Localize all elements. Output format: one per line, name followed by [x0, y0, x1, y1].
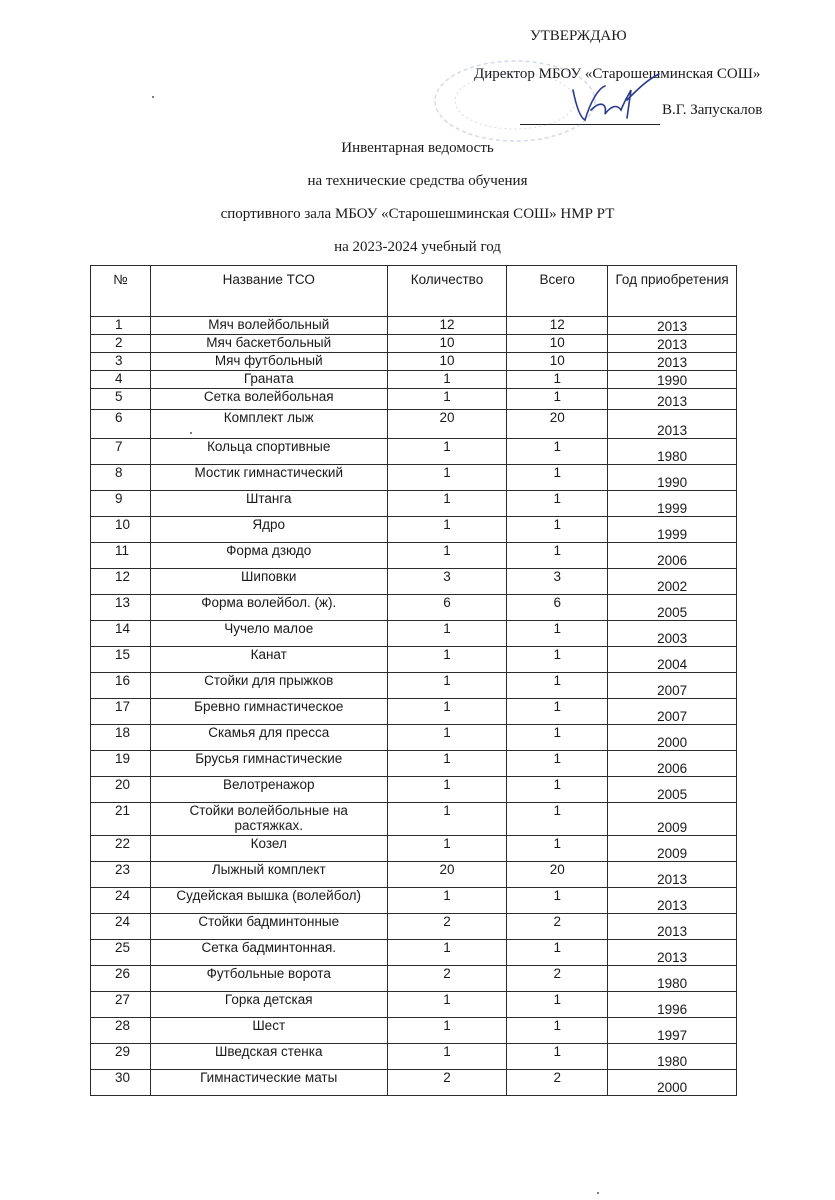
row-number: 26: [91, 966, 151, 992]
item-total: 1: [507, 888, 608, 914]
item-name: Велотренажор: [150, 777, 387, 803]
item-year: 2013: [608, 888, 737, 914]
item-total: 1: [507, 699, 608, 725]
item-quantity: 6: [387, 595, 507, 621]
table-row: [91, 914, 737, 940]
item-year: 2013: [608, 317, 737, 335]
item-quantity: 1: [387, 725, 507, 751]
item-quantity: 1: [387, 836, 507, 862]
item-quantity: 1: [387, 491, 507, 517]
table-row: [91, 777, 737, 803]
item-name: Форма волейбол. (ж).: [150, 595, 387, 621]
table-row: [91, 439, 737, 465]
item-name: Шведская стенка: [150, 1044, 387, 1070]
row-number: 21: [91, 803, 151, 836]
item-name: Козел: [150, 836, 387, 862]
inventory-table: [90, 265, 737, 1096]
item-total: 2: [507, 914, 608, 940]
item-quantity: 1: [387, 1018, 507, 1044]
item-quantity: 1: [387, 803, 507, 836]
item-name: Сетка волейбольная: [150, 389, 387, 410]
item-name: Гимнастические маты: [150, 1070, 387, 1096]
item-quantity: 3: [387, 569, 507, 595]
table-row: [91, 595, 737, 621]
item-total: 10: [507, 335, 608, 353]
item-year: 1980: [608, 966, 737, 992]
item-year: 1990: [608, 371, 737, 389]
item-total: 1: [507, 647, 608, 673]
row-number: 1: [91, 317, 151, 335]
table-row: [91, 725, 737, 751]
row-number: 22: [91, 836, 151, 862]
row-number: 28: [91, 1018, 151, 1044]
row-number: 10: [91, 517, 151, 543]
table-row: [91, 836, 737, 862]
item-year: 2006: [608, 751, 737, 777]
item-year: 1999: [608, 517, 737, 543]
header-number: №: [91, 266, 151, 317]
item-name: Кольца спортивные: [150, 439, 387, 465]
item-quantity: 1: [387, 673, 507, 699]
item-total: 1: [507, 992, 608, 1018]
item-total: 20: [507, 862, 608, 888]
title-line-2: на технические средства обучения: [307, 173, 528, 189]
table-row: [91, 647, 737, 673]
approval-position: Директор МБОУ «Старошешминская СОШ»: [474, 66, 761, 82]
table-row: [91, 1044, 737, 1070]
item-name: Канат: [150, 647, 387, 673]
item-quantity: 2: [387, 1070, 507, 1096]
item-quantity: 1: [387, 992, 507, 1018]
item-name: Сетка бадминтонная.: [150, 940, 387, 966]
item-name: Мостик гимнастический: [150, 465, 387, 491]
item-quantity: 2: [387, 914, 507, 940]
item-total: 2: [507, 1070, 608, 1096]
item-quantity: 1: [387, 940, 507, 966]
item-total: 1: [507, 371, 608, 389]
item-name: Чучело малое: [150, 621, 387, 647]
table-row: [91, 371, 737, 389]
table-row: [91, 465, 737, 491]
row-number: 25: [91, 940, 151, 966]
item-year: 1980: [608, 439, 737, 465]
title-line-3: спортивного зала МБОУ «Старошешминская СОШ» НМР РТ: [220, 206, 615, 222]
item-name: Мяч баскетбольный: [150, 335, 387, 353]
item-name: Ядро: [150, 517, 387, 543]
item-name: Горка детская: [150, 992, 387, 1018]
item-year: 2009: [608, 803, 737, 836]
item-quantity: 1: [387, 517, 507, 543]
table-row: [91, 888, 737, 914]
item-name: Мяч волейбольный: [150, 317, 387, 335]
title-line-1: Инвентарная ведомость: [341, 140, 494, 156]
item-total: 1: [507, 777, 608, 803]
row-number: 9: [91, 491, 151, 517]
item-name: Стойки для прыжков: [150, 673, 387, 699]
item-name: Шест: [150, 1018, 387, 1044]
item-year: 2000: [608, 1070, 737, 1096]
item-name: Шиповки: [150, 569, 387, 595]
item-quantity: 1: [387, 543, 507, 569]
item-total: 1: [507, 1044, 608, 1070]
item-quantity: 1: [387, 1044, 507, 1070]
item-total: 10: [507, 353, 608, 371]
item-year: 2006: [608, 543, 737, 569]
item-quantity: 20: [387, 862, 507, 888]
row-number: 23: [91, 862, 151, 888]
row-number: 13: [91, 595, 151, 621]
item-quantity: 20: [387, 410, 507, 439]
row-number: 8: [91, 465, 151, 491]
approval-title: УТВЕРЖДАЮ: [530, 28, 627, 44]
row-number: 17: [91, 699, 151, 725]
item-total: 1: [507, 491, 608, 517]
item-quantity: 1: [387, 888, 507, 914]
item-total: 1: [507, 725, 608, 751]
row-number: 27: [91, 992, 151, 1018]
row-number: 2: [91, 335, 151, 353]
row-number: 24: [91, 914, 151, 940]
item-total: 1: [507, 751, 608, 777]
table-row: [91, 543, 737, 569]
item-quantity: 1: [387, 621, 507, 647]
item-name: Бревно гимнастическое: [150, 699, 387, 725]
item-year: 1999: [608, 491, 737, 517]
row-number: 29: [91, 1044, 151, 1070]
row-number: 11: [91, 543, 151, 569]
item-total: 1: [507, 803, 608, 836]
item-year: 2002: [608, 569, 737, 595]
table-row: [91, 751, 737, 777]
item-name: Стойки волейбольные на растяжках.: [150, 803, 387, 836]
item-total: 1: [507, 439, 608, 465]
item-quantity: 2: [387, 966, 507, 992]
item-year: 2013: [608, 389, 737, 410]
item-total: 6: [507, 595, 608, 621]
item-total: 1: [507, 1018, 608, 1044]
row-number: 16: [91, 673, 151, 699]
item-quantity: 1: [387, 699, 507, 725]
item-total: 1: [507, 465, 608, 491]
table-row: [91, 569, 737, 595]
item-name: Форма дзюдо: [150, 543, 387, 569]
item-name: Брусья гимнастические: [150, 751, 387, 777]
header-year: Год приобретения: [608, 266, 737, 317]
item-year: 2005: [608, 595, 737, 621]
row-number: 19: [91, 751, 151, 777]
item-year: 2004: [608, 647, 737, 673]
item-year: 2007: [608, 699, 737, 725]
item-quantity: 1: [387, 371, 507, 389]
row-number: 30: [91, 1070, 151, 1096]
signature-icon: [555, 70, 665, 130]
item-quantity: 10: [387, 335, 507, 353]
item-quantity: 1: [387, 389, 507, 410]
item-year: 2005: [608, 777, 737, 803]
item-total: 1: [507, 517, 608, 543]
table-row: [91, 1018, 737, 1044]
header-total: Всего: [507, 266, 608, 317]
item-year: 1990: [608, 465, 737, 491]
item-name: Граната: [150, 371, 387, 389]
table-row: [91, 862, 737, 888]
item-total: 1: [507, 389, 608, 410]
item-quantity: 1: [387, 439, 507, 465]
row-number: 14: [91, 621, 151, 647]
item-name: Футбольные ворота: [150, 966, 387, 992]
item-year: 2000: [608, 725, 737, 751]
item-total: 1: [507, 673, 608, 699]
table-row: [91, 410, 737, 439]
item-year: 2013: [608, 940, 737, 966]
table-row: [91, 353, 737, 371]
item-quantity: 12: [387, 317, 507, 335]
row-number: 7: [91, 439, 151, 465]
item-name: Судейская вышка (волейбол): [150, 888, 387, 914]
item-year: 1997: [608, 1018, 737, 1044]
item-year: 2003: [608, 621, 737, 647]
table-header-row: [91, 266, 737, 317]
row-number: 6: [91, 410, 151, 439]
table-row: [91, 673, 737, 699]
table-row: [91, 621, 737, 647]
item-year: 2013: [608, 353, 737, 371]
item-year: 1996: [608, 992, 737, 1018]
table-row: [91, 699, 737, 725]
row-number: 24: [91, 888, 151, 914]
table-row: [91, 517, 737, 543]
table-row: [91, 389, 737, 410]
item-quantity: 1: [387, 465, 507, 491]
table-row: [91, 940, 737, 966]
item-total: 12: [507, 317, 608, 335]
item-total: 1: [507, 621, 608, 647]
table-row: [91, 992, 737, 1018]
row-number: 3: [91, 353, 151, 371]
item-year: 2013: [608, 410, 737, 439]
item-total: 2: [507, 966, 608, 992]
item-quantity: 10: [387, 353, 507, 371]
approval-name: В.Г. Запускалов: [662, 102, 763, 118]
item-year: 2013: [608, 862, 737, 888]
scan-speck: [152, 96, 154, 98]
item-year: 2013: [608, 914, 737, 940]
table-row: [91, 491, 737, 517]
row-number: 4: [91, 371, 151, 389]
item-quantity: 1: [387, 777, 507, 803]
item-year: 2013: [608, 335, 737, 353]
table-row: [91, 1070, 737, 1096]
header-quantity: Количество: [387, 266, 507, 317]
table-row: [91, 317, 737, 335]
header-name: Название ТСО: [150, 266, 387, 317]
row-number: 5: [91, 389, 151, 410]
item-year: 2007: [608, 673, 737, 699]
title-line-4: на 2023-2024 учебный год: [334, 239, 501, 255]
table-row: [91, 335, 737, 353]
item-name: Мяч футбольный: [150, 353, 387, 371]
item-quantity: 1: [387, 647, 507, 673]
item-year: 1980: [608, 1044, 737, 1070]
row-number: 15: [91, 647, 151, 673]
scan-speck: [190, 432, 192, 434]
item-quantity: 1: [387, 751, 507, 777]
table-row: [91, 803, 737, 836]
item-year: 2009: [608, 836, 737, 862]
item-total: 1: [507, 543, 608, 569]
row-number: 20: [91, 777, 151, 803]
item-name: Стойки бадминтонные: [150, 914, 387, 940]
row-number: 12: [91, 569, 151, 595]
item-name: Лыжный комплект: [150, 862, 387, 888]
item-name: Штанга: [150, 491, 387, 517]
item-total: 3: [507, 569, 608, 595]
item-name: Скамья для пресса: [150, 725, 387, 751]
item-name: Комплект лыж: [150, 410, 387, 439]
item-total: 1: [507, 940, 608, 966]
table-row: [91, 966, 737, 992]
item-total: 20: [507, 410, 608, 439]
scan-speck: [597, 1192, 599, 1194]
item-total: 1: [507, 836, 608, 862]
row-number: 18: [91, 725, 151, 751]
